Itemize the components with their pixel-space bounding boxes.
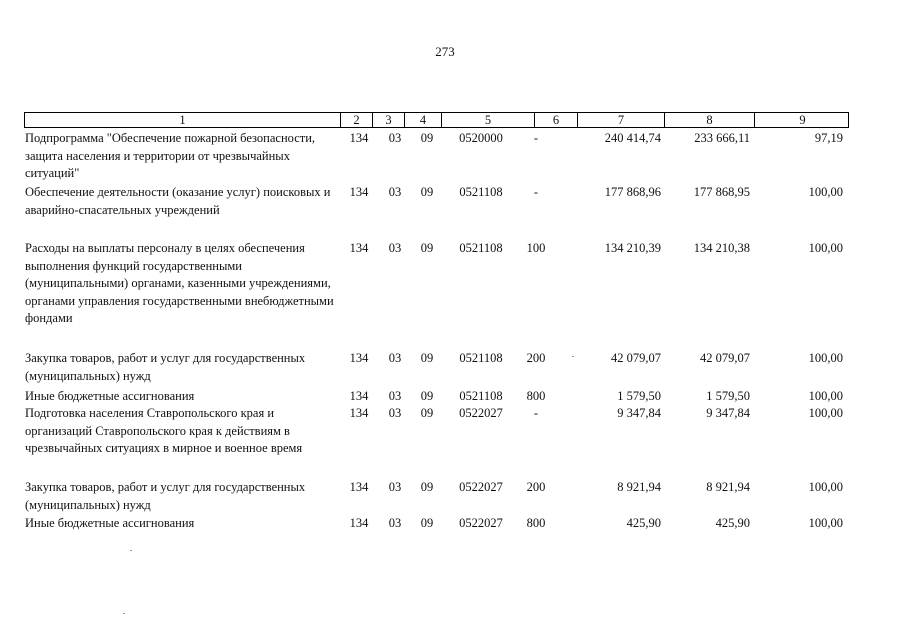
page-number: 273 xyxy=(435,44,455,59)
row-name: Расходы на выплаты персоналу в целях обеспечения выполнения функций государственными (муниципальными) органами, казенными учреждениями, органами управления государственными внебюджетными фондами xyxy=(25,241,334,325)
row-col-2: 134 xyxy=(349,516,369,530)
row-col-9: 100,00 xyxy=(808,406,843,420)
header-col-3: 3 xyxy=(372,113,404,127)
row-col-5: 0521108 xyxy=(459,241,503,255)
row-col-2: 134 xyxy=(349,185,369,199)
row-col-6: 200 xyxy=(526,480,546,494)
row-col-5: 0522027 xyxy=(459,480,503,494)
row-col-9: 100,00 xyxy=(808,185,843,199)
header-col-1: 1 xyxy=(179,113,186,127)
row-col-8: 1 579,50 xyxy=(706,389,750,403)
row-col-7: 134 210,39 xyxy=(604,241,661,255)
row-col-3: 03 xyxy=(388,406,402,420)
row-col-5: 0521108 xyxy=(459,351,503,365)
row-col-8: 42 079,07 xyxy=(700,351,750,365)
row-col-7: 9 347,84 xyxy=(617,406,661,420)
row-col-5: 0521108 xyxy=(459,185,503,199)
row-col-5: 0520000 xyxy=(459,131,503,145)
row-col-2: 134 xyxy=(349,241,369,255)
row-col-3: 03 xyxy=(388,185,402,199)
row-col-6: - xyxy=(533,131,539,145)
row-col-5: 0521108 xyxy=(459,389,503,403)
row-col-9: 100,00 xyxy=(808,241,843,255)
row-name: Обеспечение деятельности (оказание услуг) поисковых и аварийно-спасательных учреждений xyxy=(25,185,331,217)
row-col-6: 200 xyxy=(526,351,546,365)
row-col-2: 134 xyxy=(349,351,369,365)
row-col-2: 134 xyxy=(349,131,369,145)
scan-speck xyxy=(123,613,125,614)
row-col-6: 100 xyxy=(526,241,546,255)
row-name: Подпрограмма "Обеспечение пожарной безопасности, защита населения и территории от чрезвычайных ситуаций" xyxy=(25,131,316,180)
header-col-7: 7 xyxy=(577,113,664,127)
table-header xyxy=(24,112,849,128)
row-col-3: 03 xyxy=(388,516,402,530)
row-col-9: 100,00 xyxy=(808,389,843,403)
row-col-9: 100,00 xyxy=(808,351,843,365)
row-col-4: 09 xyxy=(420,406,434,420)
row-col-3: 03 xyxy=(388,389,402,403)
row-col-4: 09 xyxy=(420,389,434,403)
row-col-8: 177 868,95 xyxy=(693,185,750,199)
row-col-8: 233 666,11 xyxy=(694,131,750,145)
row-col-4: 09 xyxy=(420,351,434,365)
row-name: Подготовка населения Ставропольского края и организаций Ставропольского края к действиям в чрезвычайных ситуациях в мирное и военное время xyxy=(25,406,303,455)
row-col-6: 800 xyxy=(526,389,546,403)
row-col-4: 09 xyxy=(420,131,434,145)
row-col-3: 03 xyxy=(388,131,402,145)
row-name: Закупка товаров, работ и услуг для государственных (муниципальных) нужд xyxy=(25,480,306,512)
row-col-4: 09 xyxy=(420,516,434,530)
row-col-7: 8 921,94 xyxy=(617,480,661,494)
row-col-3: 03 xyxy=(388,351,402,365)
row-col-7: 42 079,07 xyxy=(611,351,661,365)
row-col-6: - xyxy=(533,185,539,199)
header-col-8: 8 xyxy=(664,113,754,127)
row-col-8: 8 921,94 xyxy=(706,480,750,494)
row-col-5: 0522027 xyxy=(459,406,503,420)
row-col-3: 03 xyxy=(388,480,402,494)
header-col-9: 9 xyxy=(754,113,850,127)
row-col-7: 240 414,74 xyxy=(604,131,661,145)
row-col-9: 97,19 xyxy=(814,131,843,145)
header-col-2: 2 xyxy=(340,113,372,127)
row-col-7: 177 868,96 xyxy=(604,185,661,199)
row-name: Иные бюджетные ассигнования xyxy=(25,516,195,530)
header-col-4: 4 xyxy=(404,113,441,127)
row-col-3: 03 xyxy=(388,241,402,255)
row-col-5: 0522027 xyxy=(459,516,503,530)
row-col-9: 100,00 xyxy=(808,516,843,530)
row-col-8: 9 347,84 xyxy=(706,406,750,420)
row-col-9: 100,00 xyxy=(808,480,843,494)
row-col-2: 134 xyxy=(349,389,369,403)
row-col-7: 425,90 xyxy=(626,516,661,530)
row-col-4: 09 xyxy=(420,185,434,199)
row-col-2: 134 xyxy=(349,406,369,420)
row-col-4: 09 xyxy=(420,241,434,255)
header-col-5: 5 xyxy=(441,113,534,127)
scan-speck xyxy=(572,356,574,357)
row-name: Закупка товаров, работ и услуг для государственных (муниципальных) нужд xyxy=(25,351,306,383)
row-col-6: - xyxy=(533,406,539,420)
row-col-2: 134 xyxy=(349,480,369,494)
row-col-8: 134 210,38 xyxy=(693,241,750,255)
row-col-7: 1 579,50 xyxy=(617,389,661,403)
row-col-8: 425,90 xyxy=(715,516,750,530)
header-col-6: 6 xyxy=(534,113,577,127)
row-col-6: 800 xyxy=(526,516,546,530)
row-name: Иные бюджетные ассигнования xyxy=(25,389,195,403)
row-col-4: 09 xyxy=(420,480,434,494)
scan-speck xyxy=(130,550,132,551)
